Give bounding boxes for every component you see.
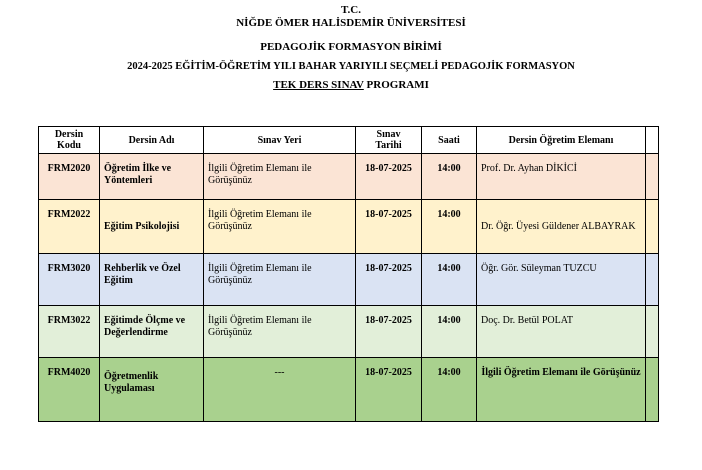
exam-time: 14:00: [422, 200, 477, 254]
instructor: Prof. Dr. Ayhan DİKİCİ: [477, 154, 646, 200]
exam-place: İlgili Öğretim Elemanı ile Görüşünüz: [204, 154, 356, 200]
table-row: [39, 200, 659, 254]
table-header-row: [39, 127, 659, 154]
exam-place: İlgili Öğretim Elemanı ile Görüşünüz: [204, 200, 356, 254]
exam-time: 14:00: [422, 154, 477, 200]
course-code: FRM4020: [39, 358, 100, 422]
table-row: [39, 254, 659, 306]
exam-date: 18-07-2025: [356, 306, 422, 358]
course-name: Öğretim İlke ve Yöntemleri: [100, 154, 204, 200]
exam-time: 14:00: [422, 254, 477, 306]
exam-date: 18-07-2025: [356, 154, 422, 200]
col-header-exam-place: Sınav Yeri: [204, 127, 356, 154]
col-header-code: Dersin Kodu: [39, 127, 100, 154]
header-university: NİĞDE ÖMER HALİSDEMİR ÜNİVERSİTESİ: [236, 17, 466, 29]
course-name: Rehberlik ve Özel Eğitim: [100, 254, 204, 306]
exam-place: İlgili Öğretim Elemanı ile Görüşünüz: [204, 254, 356, 306]
course-code: FRM2022: [39, 200, 100, 254]
header-unit: PEDAGOJİK FORMASYON BİRİMİ: [260, 41, 442, 53]
course-code: FRM3022: [39, 306, 100, 358]
exam-date: 18-07-2025: [356, 358, 422, 422]
header-term: 2024-2025 EĞİTİM-ÖĞRETİM YILI BAHAR YARIYILI SEÇMELİ PEDAGOJİK FORMASYON: [127, 61, 575, 72]
table-row: [39, 154, 659, 200]
course-name: Eğitimde Ölçme ve Değerlendirme: [100, 306, 204, 358]
empty-cell: [646, 254, 659, 306]
empty-cell: [646, 306, 659, 358]
program-title-underlined: TEK DERS SINAV: [273, 79, 364, 91]
exam-place: İlgili Öğretim Elemanı ile Görüşünüz: [204, 306, 356, 358]
exam-date: 18-07-2025: [356, 254, 422, 306]
instructor: İlgili Öğretim Elemanı ile Görüşünüz: [477, 358, 646, 422]
col-header-empty: [646, 127, 659, 154]
exam-place: ---: [204, 358, 356, 422]
exam-date: 18-07-2025: [356, 200, 422, 254]
header-tc: T.C.: [341, 4, 361, 16]
course-name: Eğitim Psikolojisi: [100, 200, 204, 254]
col-header-course-name: Dersin Adı: [100, 127, 204, 154]
col-header-exam-date: Sınav Tarihi: [356, 127, 422, 154]
instructor: Dr. Öğr. Üyesi Güldener ALBAYRAK: [477, 200, 646, 254]
course-code: FRM2020: [39, 154, 100, 200]
course-name: Öğretmenlik Uygulaması: [100, 358, 204, 422]
table-row: [39, 358, 659, 422]
col-header-time: Saati: [422, 127, 477, 154]
exam-time: 14:00: [422, 358, 477, 422]
table-row: [39, 306, 659, 358]
header-program: [0, 79, 702, 92]
exam-time: 14:00: [422, 306, 477, 358]
empty-cell: [646, 358, 659, 422]
exam-schedule-table: [38, 126, 659, 422]
instructor: Öğr. Gör. Süleyman TUZCU: [477, 254, 646, 306]
course-code: FRM3020: [39, 254, 100, 306]
empty-cell: [646, 154, 659, 200]
instructor: Doç. Dr. Betül POLAT: [477, 306, 646, 358]
col-header-instructor: Dersin Öğretim Elemanı: [477, 127, 646, 154]
program-title-rest: PROGRAMI: [363, 79, 429, 91]
empty-cell: [646, 200, 659, 254]
